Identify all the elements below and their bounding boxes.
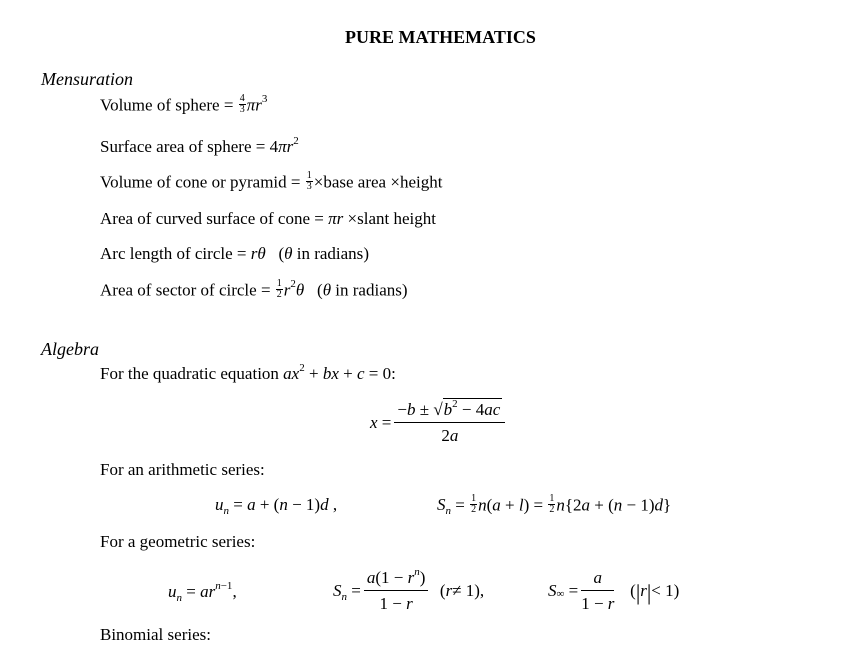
fraction-one-third: $\frac{1}{3}$ <box>306 170 312 192</box>
formula-label: Area of sector of circle <box>100 280 257 300</box>
formula-label: Surface area of sphere <box>100 137 252 156</box>
quadratic-fraction: $-b \pm √b^2 - 4ac$ 2a <box>394 400 505 445</box>
binomial-series-label: Binomial series: <box>100 625 211 644</box>
formula-surface-area-sphere: Surface area of sphere = $4\pi r^2$ <box>100 135 299 156</box>
arithmetic-series-label: For an arithmetic series: <box>100 460 265 479</box>
formula-sector-area: Area of sector of circle = $\frac{1}{2}$ $r^2\theta$ (θ in radians) <box>100 278 408 300</box>
square-root: $√b^2 - 4ac$ <box>433 398 501 419</box>
formula-label: Volume of sphere <box>100 95 220 115</box>
formula-arithmetic-nth-term: $u_n = a + (n - 1)d$ , <box>215 495 338 517</box>
formula-curved-surface-cone: Area of curved surface of cone = πr ×slant height <box>100 209 436 228</box>
formula-geometric-sum-to-infinity: S $_\infty$ = a 1 − r ( | r | < 1) <box>548 568 680 613</box>
formula-term: base area <box>323 172 387 192</box>
formula-arc-length: Arc length of circle = rθ (θ in radians) <box>100 244 369 263</box>
quadratic-intro: For the quadratic equation $ax^2$ + bx + c = 0: <box>100 362 396 383</box>
fraction-one-half: $\frac{1}{2}$ <box>471 493 477 515</box>
formula-volume-sphere: Volume of sphere = $\frac{4}{3}$ $\pi r^3$ <box>100 93 268 115</box>
formula-label: For the quadratic equation <box>100 364 279 383</box>
geometric-sum-fraction: $a(1 - r^n)$ 1 − r <box>364 568 429 613</box>
formula-geometric-sum: $S_n$ = $a(1 - r^n)$ 1 − r ( r ≠ 1), <box>333 566 485 613</box>
formula-term: slant height <box>357 209 436 228</box>
formula-quadratic-roots: x = $-b \pm √b^2 - 4ac$ 2a <box>370 400 508 445</box>
page-title: PURE MATHEMATICS <box>345 27 536 47</box>
section-heading-algebra: Algebra <box>41 339 99 359</box>
formula-label: Volume of cone or pyramid <box>100 172 287 192</box>
formula-geometric-nth-term: $u_n = ar^{n-1}$, <box>168 580 237 604</box>
fraction-four-thirds: $\frac{4}{3}$ <box>239 93 245 115</box>
sum-to-infinity-fraction: a 1 − r <box>581 568 615 613</box>
formula-label: Arc length of circle <box>100 244 233 263</box>
section-heading-mensuration: Mensuration <box>41 69 133 89</box>
geometric-series-label: For a geometric series: <box>100 532 256 551</box>
formula-note: in radians <box>296 244 364 263</box>
formula-volume-cone: Volume of cone or pyramid = $\frac{1}{3}$ ×base area ×height <box>100 170 443 192</box>
fraction-one-half: $\frac{1}{2}$ <box>276 278 282 300</box>
formula-arithmetic-sum: $S_n$ = $\frac{1}{2}$ n(a + l) = $\frac{1}{2}$ n{2a + (n − 1)d} <box>437 493 672 518</box>
fraction-one-half: $\frac{1}{2}$ <box>549 493 555 515</box>
formula-label: Area of curved surface of cone <box>100 209 311 228</box>
formula-note: in radians <box>335 280 402 300</box>
formula-term: height <box>399 172 443 192</box>
